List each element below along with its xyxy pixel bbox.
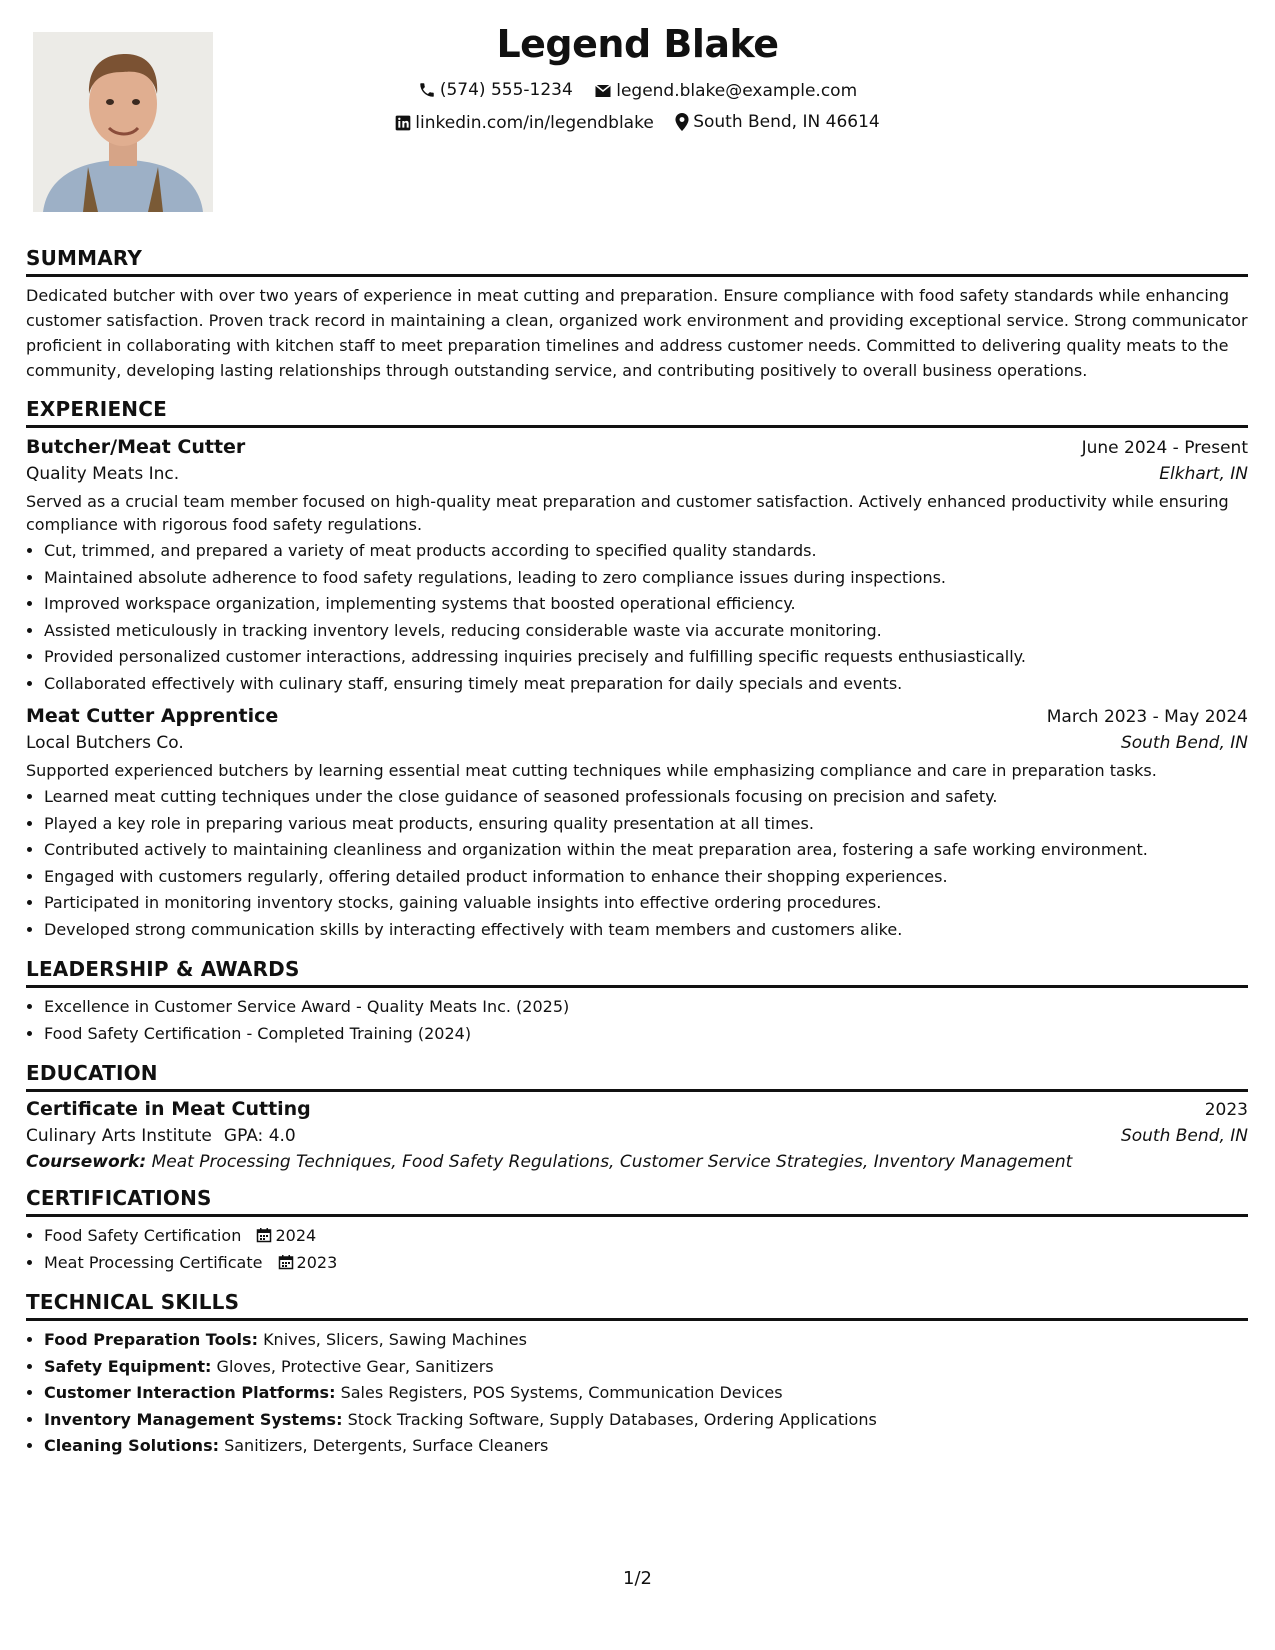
section-title-summary: SUMMARY bbox=[26, 246, 1248, 277]
candidate-name: Legend Blake bbox=[496, 22, 779, 66]
job-bullets bbox=[26, 538, 1248, 697]
job-dates: March 2023 - May 2024 bbox=[1046, 707, 1248, 727]
skill-label: Food Preparation Tools: bbox=[44, 1330, 258, 1349]
list-item bbox=[44, 1250, 1248, 1277]
coursework bbox=[26, 1152, 1248, 1172]
list-item bbox=[44, 1407, 1248, 1434]
coursework-list: Meat Processing Techniques, Food Safety Regulations, Customer Service Strategies, Inventory Management bbox=[151, 1152, 1073, 1172]
list-item bbox=[44, 1380, 1248, 1407]
list-item: • Assisted meticulously in tracking inventory levels, reducing considerable waste via accurate monitoring. bbox=[44, 618, 1248, 645]
list-item: • Contributed actively to maintaining cleanliness and organization within the meat preparation area, fostering a safe working environment. bbox=[44, 837, 1248, 864]
phone-contact[interactable] bbox=[418, 80, 573, 100]
job-dates: June 2024 - Present bbox=[1081, 438, 1248, 458]
summary-section bbox=[26, 246, 1248, 383]
skills-list bbox=[26, 1327, 1248, 1460]
education-section bbox=[26, 1061, 1248, 1172]
calendar-icon bbox=[278, 1254, 294, 1270]
email-address: legend.blake@example.com bbox=[616, 81, 858, 101]
certification-name: Meat Processing Certificate bbox=[44, 1252, 263, 1272]
resume-content bbox=[26, 246, 1248, 1474]
list-item bbox=[44, 1354, 1248, 1381]
section-title-skills: TECHNICAL SKILLS bbox=[26, 1290, 1248, 1321]
skill-value: Sanitizers, Detergents, Surface Cleaners bbox=[224, 1436, 549, 1455]
list-item: • Participated in monitoring inventory stocks, gaining valuable insights into effective ordering procedures. bbox=[44, 890, 1248, 917]
job-title: Butcher/Meat Cutter bbox=[26, 436, 246, 458]
gpa: GPA: 4.0 bbox=[223, 1126, 296, 1146]
calendar-icon bbox=[256, 1227, 272, 1243]
list-item: • Cut, trimmed, and prepared a variety of meat products according to specified quality standards. bbox=[44, 538, 1248, 565]
awards-section bbox=[26, 957, 1248, 1047]
degree-title: Certificate in Meat Cutting bbox=[26, 1098, 311, 1120]
job-company: Quality Meats Inc. bbox=[26, 464, 180, 484]
coursework-label: Coursework: bbox=[26, 1152, 147, 1172]
awards-list bbox=[26, 994, 1248, 1047]
list-item bbox=[44, 1327, 1248, 1354]
section-title-certifications: CERTIFICATIONS bbox=[26, 1186, 1248, 1217]
linkedin-url: linkedin.com/in/legendblake bbox=[415, 113, 654, 133]
linkedin-icon bbox=[395, 115, 411, 131]
school-info bbox=[26, 1126, 296, 1146]
certification-year: 2023 bbox=[296, 1252, 338, 1272]
list-item: • Developed strong communication skills by interacting effectively with team members and customers alike. bbox=[44, 917, 1248, 944]
list-item: • Played a key role in preparing various meat products, ensuring quality presentation at all times. bbox=[44, 811, 1248, 838]
list-item: • Learned meat cutting techniques under the close guidance of seasoned professionals focusing on precision and safety. bbox=[44, 784, 1248, 811]
skill-value: Stock Tracking Software, Supply Databases, Ordering Applications bbox=[347, 1409, 877, 1429]
job-entry bbox=[26, 436, 1248, 697]
job-location: Elkhart, IN bbox=[1159, 464, 1248, 484]
linkedin-contact[interactable] bbox=[395, 113, 654, 133]
certification-year: 2024 bbox=[275, 1226, 317, 1245]
certifications-section bbox=[26, 1186, 1248, 1276]
list-item bbox=[44, 1433, 1248, 1460]
job-description: Supported experienced butchers by learning essential meat cutting techniques while emphasizing compliance and care in preparation tasks. bbox=[26, 761, 1157, 780]
phone-icon bbox=[418, 81, 436, 99]
contact-line-1 bbox=[0, 80, 1275, 104]
list-item: • Improved workspace organization, implementing systems that boosted operational efficiency. bbox=[44, 591, 1248, 618]
education-year: 2023 bbox=[1204, 1100, 1248, 1120]
summary-text: Dedicated butcher with over two years of experience in meat cutting and preparation. Ensure compliance with food safety standards while enhancing customer satisfaction. Proven track record in maintaining a clean, organized work environment and providing exceptional service. Strong communicator proficient in collaborating with kitchen staff to meet preparation timelines and address customer needs. Committed to delivering quality meats to the community, developing lasting relationships through outstanding service, and contributing positively to overall business operations. bbox=[26, 286, 1248, 380]
list-item bbox=[44, 1223, 1248, 1250]
email-contact[interactable] bbox=[594, 81, 857, 101]
job-description: Served as a crucial team member focused on high-quality meat preparation and customer satisfaction. Actively enhanced productivity while ensuring compliance with rigorous food safety regulations. bbox=[26, 492, 1229, 534]
job-entry bbox=[26, 705, 1248, 943]
list-item: • Collaborated effectively with culinary staff, ensuring timely meat preparation for daily specials and events. bbox=[44, 671, 1248, 698]
school-location: South Bend, IN bbox=[1120, 1126, 1248, 1146]
location-contact bbox=[675, 112, 880, 132]
list-item: • Food Safety Certification - Completed Training (2024) bbox=[44, 1021, 1248, 1048]
phone-number: (574) 555-1234 bbox=[439, 80, 573, 100]
skill-label: Cleaning Solutions: bbox=[44, 1436, 219, 1455]
section-title-education: EDUCATION bbox=[26, 1061, 1248, 1092]
list-item: • Excellence in Customer Service Award - Quality Meats Inc. (2025) bbox=[44, 994, 1248, 1021]
section-title-experience: EXPERIENCE bbox=[26, 397, 1248, 428]
skill-value: Gloves, Protective Gear, Sanitizers bbox=[216, 1356, 494, 1376]
list-item: • Maintained absolute adherence to food safety regulations, leading to zero compliance issues during inspections. bbox=[44, 565, 1248, 592]
job-company: Local Butchers Co. bbox=[26, 733, 184, 753]
skills-section bbox=[26, 1290, 1248, 1460]
section-title-awards: LEADERSHIP & AWARDS bbox=[26, 957, 1248, 988]
experience-section bbox=[26, 397, 1248, 943]
certifications-list bbox=[26, 1223, 1248, 1276]
page-number: 1/2 bbox=[623, 1568, 652, 1589]
skill-label: Customer Interaction Platforms: bbox=[44, 1383, 336, 1402]
job-location: South Bend, IN bbox=[1120, 733, 1248, 753]
job-bullets bbox=[26, 784, 1248, 943]
list-item: • Engaged with customers regularly, offering detailed product information to enhance their shopping experiences. bbox=[44, 864, 1248, 891]
job-title: Meat Cutter Apprentice bbox=[26, 705, 279, 727]
envelope-icon bbox=[594, 83, 612, 99]
list-item: • Provided personalized customer interactions, addressing inquiries precisely and fulfilling specific requests enthusiastically. bbox=[44, 644, 1248, 671]
skill-value: Knives, Slicers, Sawing Machines bbox=[263, 1330, 527, 1349]
skill-label: Inventory Management Systems: bbox=[44, 1409, 343, 1429]
school-name: Culinary Arts Institute bbox=[26, 1126, 212, 1146]
skill-label: Safety Equipment: bbox=[44, 1356, 212, 1376]
location-text: South Bend, IN 46614 bbox=[693, 112, 880, 132]
certification-name: Food Safety Certification bbox=[44, 1226, 242, 1245]
skill-value: Sales Registers, POS Systems, Communication Devices bbox=[340, 1383, 783, 1402]
map-pin-icon bbox=[675, 113, 689, 131]
contact-line-2 bbox=[0, 112, 1275, 136]
